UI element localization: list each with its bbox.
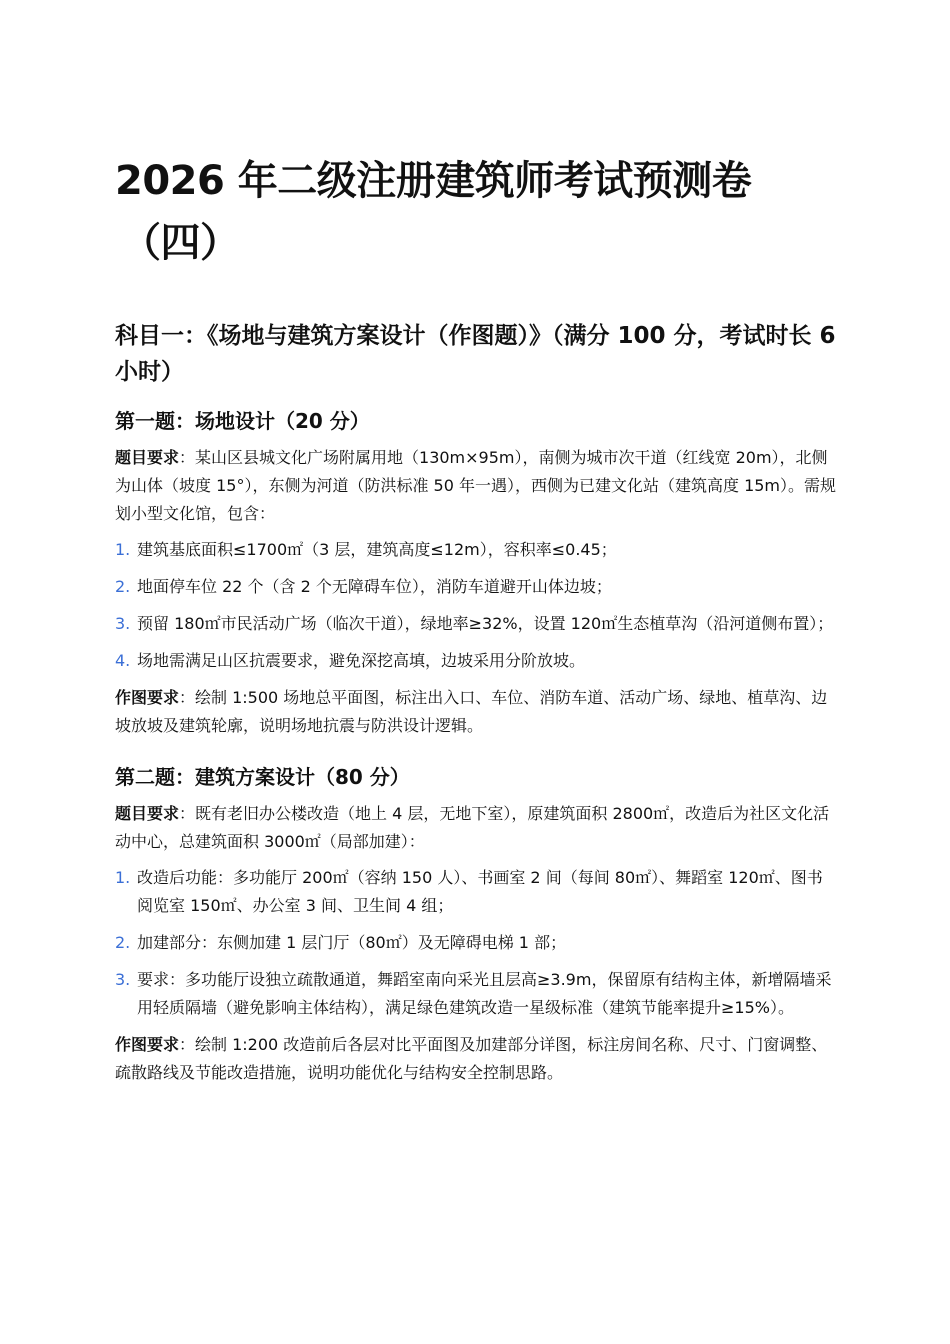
list-item-number: 2. — [115, 933, 131, 952]
question-1-section — [115, 406, 837, 740]
requirements-label: 题目要求 — [115, 804, 180, 823]
question-1-list — [115, 536, 837, 675]
question-2-title: 第二题：建筑方案设计（80 分） — [115, 765, 410, 789]
requirements-text: ：既有老旧办公楼改造（地上 4 层，无地下室），原建筑面积 2800㎡，改造后为社区文化活动中心，总建筑面积 3000㎡（局部加建）： — [115, 804, 830, 851]
list-item — [115, 647, 837, 675]
question-1-title: 第一题：场地设计（20 分） — [115, 409, 370, 433]
subject-title: 科目一：《场地与建筑方案设计（作图题）》（满分 100 分，考试时长 6 小时） — [115, 323, 836, 385]
list-item-text: 要求：多功能厅设独立疏散通道，舞蹈室南向采光且层高≥3.9m，保留原有结构主体，新增隔墙采用轻质隔墙（避免影响主体结构），满足绿色建筑改造一星级标准（建筑节能率提升≥15%）。 — [137, 970, 832, 1017]
list-item — [115, 573, 837, 601]
drawing-label: 作图要求 — [115, 688, 180, 707]
drawing-label: 作图要求 — [115, 1035, 180, 1054]
list-item-number: 2. — [115, 577, 131, 596]
list-item — [115, 929, 837, 957]
drawing-text: ：绘制 1:200 改造前后各层对比平面图及加建部分详图，标注房间名称、尺寸、门窗调整、疏散路线及节能改造措施，说明功能优化与结构安全控制思路。 — [115, 1035, 828, 1082]
list-item-text: 建筑基底面积≤1700㎡（3 层，建筑高度≤12m），容积率≤0.45； — [137, 540, 617, 559]
question-2-drawing-requirements — [115, 1031, 837, 1087]
document-title — [115, 150, 837, 274]
question-2-requirements — [115, 800, 837, 856]
list-item-text: 预留 180㎡市民活动广场（临次干道），绿地率≥32%，设置 120㎡生态植草沟（沿河道侧布置）； — [137, 614, 834, 633]
document-page — [115, 150, 837, 1109]
list-item-text: 场地需满足山区抗震要求，避免深挖高填，边坡采用分阶放坡。 — [137, 651, 586, 670]
question-2-list — [115, 864, 837, 1022]
drawing-text: ：绘制 1:500 场地总平面图，标注出入口、车位、消防车道、活动广场、绿地、植草沟、边坡放坡及建筑轮廓，说明场地抗震与防洪设计逻辑。 — [115, 688, 828, 735]
requirements-label: 题目要求 — [115, 448, 180, 467]
list-item-number: 3. — [115, 970, 131, 989]
list-item-number: 4. — [115, 651, 131, 670]
question-1-requirements — [115, 444, 837, 528]
list-item-number: 1. — [115, 540, 131, 559]
list-item — [115, 966, 837, 1022]
list-item-number: 3. — [115, 614, 131, 633]
document-title-line2: （四） — [121, 220, 240, 266]
list-item — [115, 536, 837, 564]
list-item — [115, 610, 837, 638]
list-item-text: 加建部分：东侧加建 1 层门厅（80㎡）及无障碍电梯 1 部； — [137, 933, 567, 952]
list-item-text: 地面停车位 22 个（含 2 个无障碍车位），消防车道避开山体边坡； — [137, 577, 612, 596]
list-item-number: 1. — [115, 868, 131, 887]
question-2-section — [115, 762, 837, 1087]
question-1-drawing-requirements — [115, 684, 837, 740]
requirements-text: ：某山区县城文化广场附属用地（130m×95m），南侧为城市次干道（红线宽 20m），北侧为山体（坡度 15°），东侧为河道（防洪标准 50 年一遇），西侧为已建文化站（建筑高度 15m）。需规划小型文化馆，包含： — [115, 448, 837, 523]
list-item — [115, 864, 837, 920]
list-item-text: 改造后功能：多功能厅 200㎡（容纳 150 人）、书画室 2 间（每间 80㎡）、舞蹈室 120㎡、图书阅览室 150㎡、办公室 3 间、卫生间 4 组； — [137, 868, 823, 915]
document-title-line1: 2026 年二级注册建筑师考试预测卷 — [115, 158, 752, 204]
